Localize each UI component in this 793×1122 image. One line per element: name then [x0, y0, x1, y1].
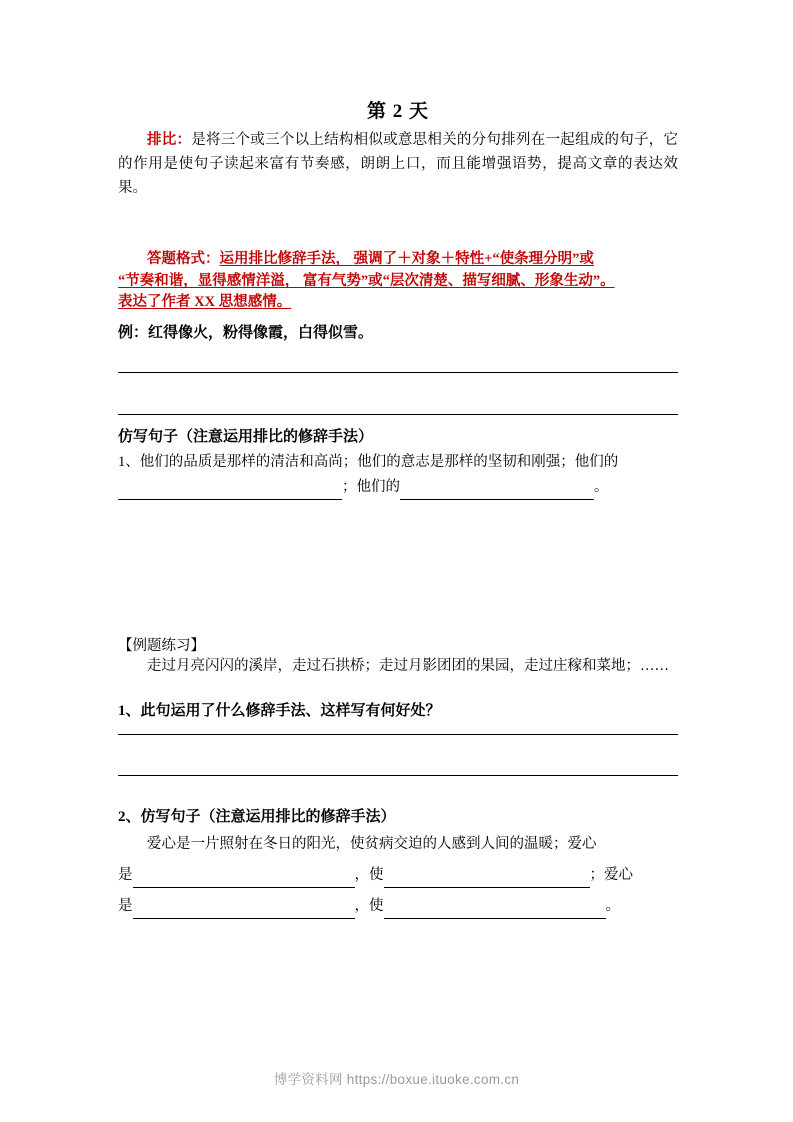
imitate2-row1-mid: 使 — [369, 867, 384, 883]
watermark: 博学资料网 https://boxue.ituoke.com.cn — [273, 1072, 520, 1087]
answer-format-label: 答题格式： — [147, 251, 220, 267]
imitate-item-1-blanks-row — [118, 474, 678, 500]
answer-format-line-1 — [118, 249, 678, 271]
imitate2-heading: 2、仿写句子（注意运用排比的修辞手法） — [118, 809, 396, 825]
imitate2-blank-4[interactable] — [384, 903, 606, 919]
page-title: 第 2 天 — [366, 101, 429, 122]
definition-paragraph — [118, 128, 678, 200]
answer-rule-3[interactable] — [118, 734, 678, 735]
imitate2-row2-mid: 使 — [369, 898, 384, 914]
answer-format-line-2: “节奏和谐，显得感情洋溢， 富有气势”或“层次清楚、描写细腻、形象生动”。 — [118, 272, 615, 289]
answer-format-text-3: 表达了作者 XX 思想感情。 — [118, 294, 292, 310]
imitate2-row2-comma: ， — [354, 898, 369, 914]
imitate2-row-1 — [118, 862, 678, 888]
practice-passage: 走过月亮闪闪的溪岸，走过石拱桥；走过月影团团的果园，走过庄稼和菜地；…… — [147, 658, 669, 674]
definition-text: 是将三个或三个以上结构相似或意思相关的分句排列在一起组成的句子，它的作用是使句子读起来富有节奏感，朗朗上口，而且能增强语势，提高文章的表达效果。 — [118, 132, 679, 196]
practice-question-1: 1、此句运用了什么修辞手法、这样写有何好处？ — [118, 703, 441, 719]
imitate-blank-2[interactable] — [400, 484, 594, 500]
answer-rule-1[interactable] — [118, 372, 678, 373]
definition-term: 排比： — [147, 132, 192, 148]
example-sentence: 例：红得像火，粉得像霞，白得似雪。 — [118, 325, 374, 341]
imitate2-blank-1[interactable] — [133, 872, 355, 888]
imitate2-row2-lead: 是 — [118, 898, 133, 914]
answer-format-text-1: 运用排比修辞手法， 强调了＋对象＋特性+“使条理分明”或 — [219, 251, 594, 267]
imitate-item-1-mid: ；他们的 — [342, 479, 400, 495]
imitate2-row1-lead: 是 — [118, 867, 133, 883]
imitate2-blank-2[interactable] — [384, 872, 590, 888]
imitate2-blank-3[interactable] — [133, 903, 355, 919]
imitate-item-1-text: 1、他们的品质是那样的清洁和高尚；他们的意志是那样的坚韧和刚强；他们的 — [118, 454, 619, 470]
practice-label: 【例题练习】 — [118, 638, 205, 654]
answer-rule-2[interactable] — [118, 414, 678, 415]
imitate2-row-2 — [118, 893, 678, 919]
imitate-section-heading: 仿写句子（注意运用排比的修辞手法） — [118, 429, 374, 445]
imitate2-passage: 爱心是一片照射在冬日的阳光，使贫病交迫的人感到人间的温暖；爱心 — [147, 836, 597, 852]
imitate2-row2-tail: 。 — [605, 898, 620, 914]
imitate-item-1-end: 。 — [594, 479, 609, 495]
answer-rule-4[interactable] — [118, 775, 678, 776]
imitate2-row1-tail: ；爱心 — [589, 867, 633, 883]
answer-format-line-3 — [118, 292, 678, 314]
imitate2-row1-comma: ， — [354, 867, 369, 883]
answer-format-block — [118, 249, 678, 314]
imitate-blank-1[interactable] — [118, 484, 342, 500]
